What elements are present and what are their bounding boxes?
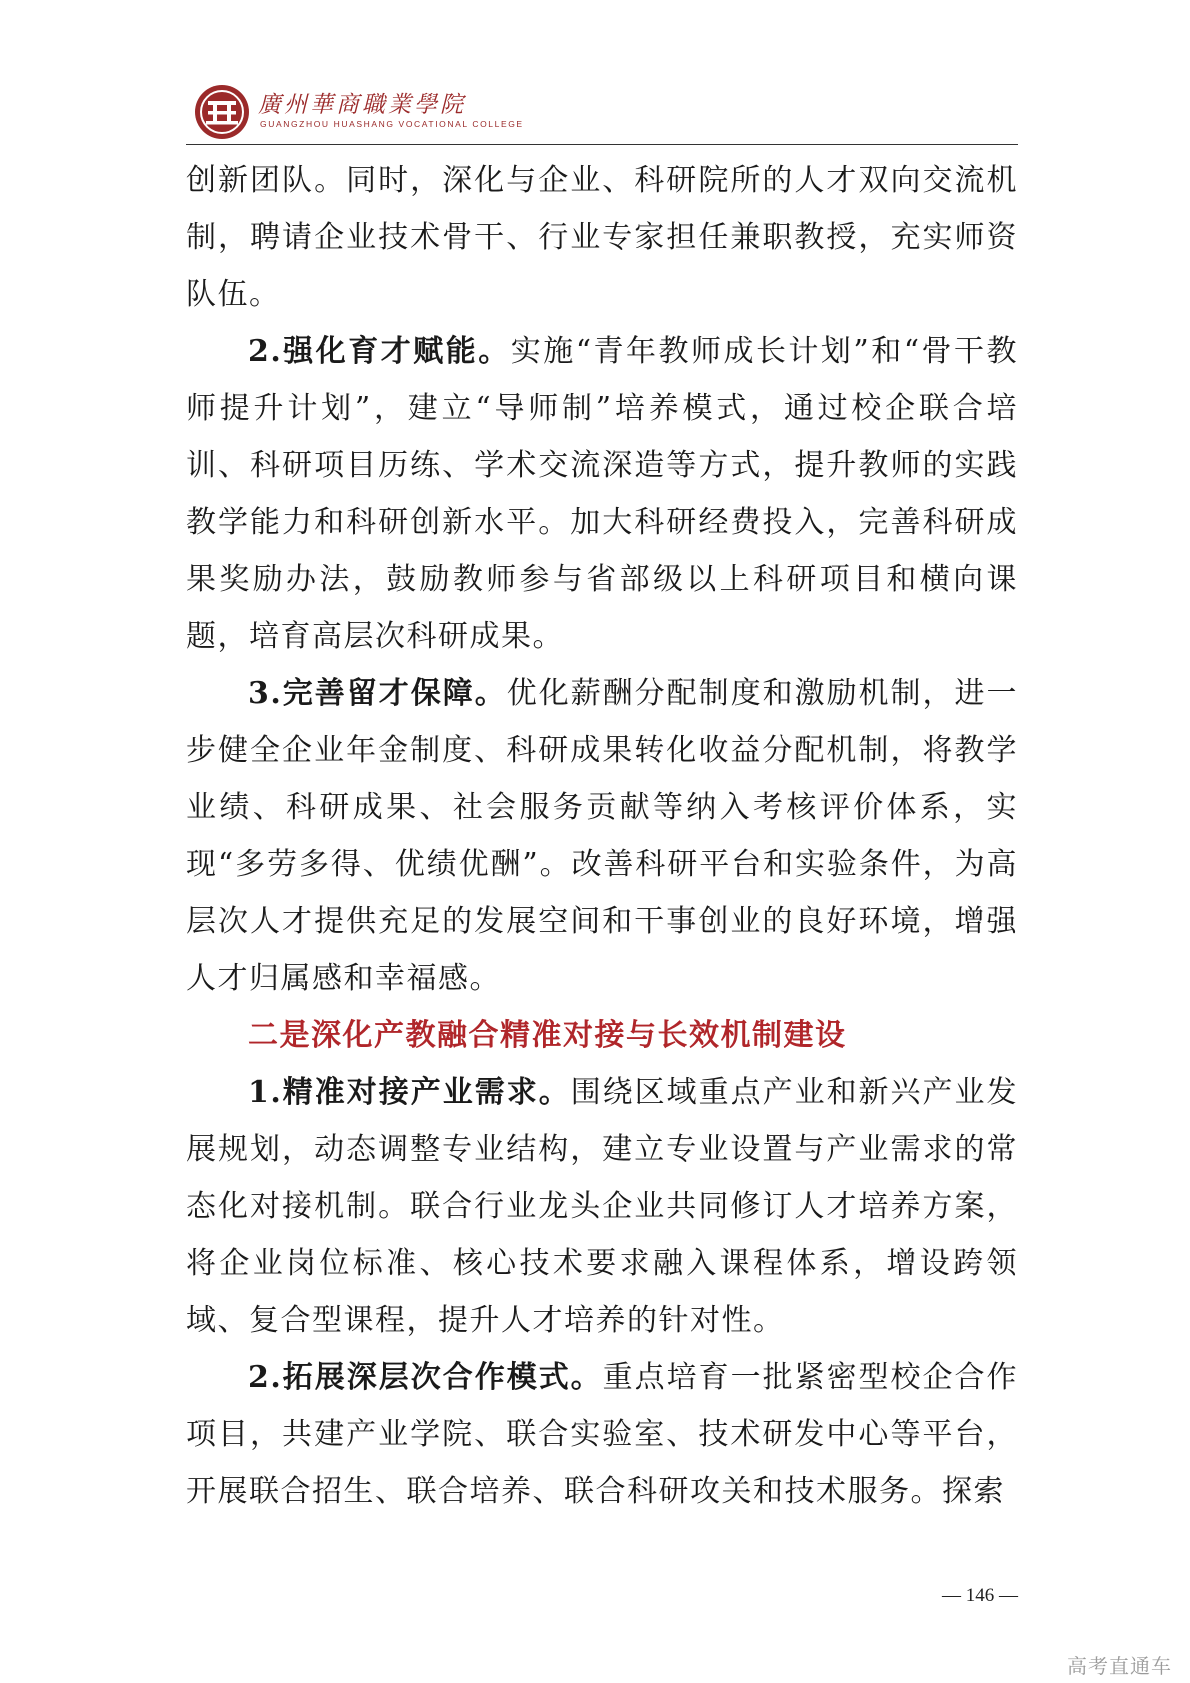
paragraph-continuation: 创新团队。同时，深化与企业、科研院所的人才双向交流机制，聘请企业技术骨干、行业专家担任兼职教授，充实师资队伍。	[186, 163, 1018, 312]
paragraph-talent-empowerment	[186, 323, 1018, 665]
paragraph-text: 重点培育一批紧密型校企合作项目，共建产业学院、联合实验室、技术研发中心等平台，开展联合招生、联合培养、联合科研攻关和技术服务。探索	[186, 1360, 1019, 1509]
header-divider	[186, 144, 1018, 145]
paragraph-talent-retention	[186, 665, 1018, 1007]
paragraph-lead: 2.拓展深层次合作模式。	[248, 1360, 603, 1395]
watermark: 高考直通车	[1067, 1654, 1172, 1678]
paragraph-lead: 1.精准对接产业需求。	[248, 1075, 571, 1110]
college-name-english: GUANGZHOU HUASHANG VOCATIONAL COLLEGE	[260, 119, 524, 129]
college-name: 廣州華商職業學院	[258, 92, 466, 118]
paragraph-text: 实施“青年教师成长计划”和“骨干教师提升计划”，建立“导师制”培养模式，通过校企联合培训、科研项目历练、学术交流深造等方式，提升教师的实践教学能力和科研创新水平。加大科研经费投入，完善科研成果奖励办法，鼓励教师参与省部级以上科研项目和横向课题，培育高层次科研成果。	[186, 334, 1018, 654]
paragraph-industry-demand	[186, 1064, 1018, 1349]
paragraph-lead: 2.强化育才赋能。	[248, 334, 511, 369]
page-number: — 146 —	[942, 1585, 1018, 1606]
college-logo-icon	[194, 84, 250, 140]
paragraph-text: 围绕区域重点产业和新兴产业发展规划，动态调整专业结构，建立专业设置与产业需求的常态化对接机制。联合行业龙头企业共同修订人才培养方案，将企业岗位标准、核心技术要求融入课程体系，增设跨领域、复合型课程，提升人才培养的针对性。	[186, 1075, 1019, 1338]
paragraph-cooperation-mode	[186, 1349, 1018, 1520]
section-heading: 二是深化产教融合精准对接与长效机制建设	[248, 1018, 847, 1053]
paragraph-text: 优化薪酬分配制度和激励机制，进一步健全企业年金制度、科研成果转化收益分配机制，将教学业绩、科研成果、社会服务贡献等纳入考核评价体系，实现“多劳多得、优绩优酬”。改善科研平台和实验条件，为高层次人才提供充足的发展空间和干事创业的良好环境，增强人才归属感和幸福感。	[186, 676, 1019, 996]
page-header	[186, 78, 1018, 146]
document-body	[186, 152, 1018, 1520]
paragraph-lead: 3.完善留才保障。	[248, 676, 507, 711]
